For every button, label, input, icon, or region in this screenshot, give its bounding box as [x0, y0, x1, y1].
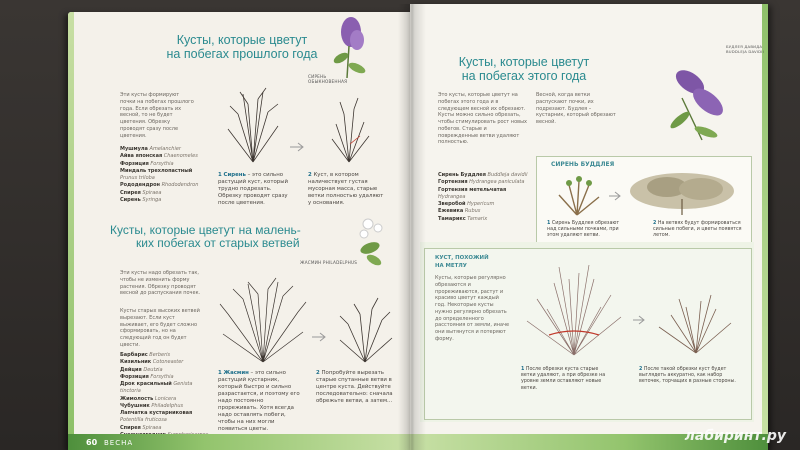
page-number: 60 [86, 438, 98, 447]
buddleja-pruned-drawing [547, 173, 607, 217]
buddleja-label: БУДЛЕЯ ДАВИДА BUDDLEJA DAVIDII [726, 44, 764, 54]
species-item: Лапчатка кустарниковая Potentilla fruticosa [120, 410, 193, 424]
box-buddleja [536, 156, 752, 250]
broom-body: Кусты, которые регулярно обрезаются и прореживаются, растут и красиво цветут каждый год. Некоторые кусты нужно регулярно обрезать до определенного расстояния от земли, иначе они вытянутся и потеряют форму. [435, 275, 510, 342]
title-line-1: Кусты, которые цветут на малень- [110, 223, 301, 237]
broom-shrub-before [519, 259, 629, 359]
left-footer-band [68, 434, 410, 450]
species-item: Сирень Syringa [120, 196, 162, 203]
species-item: Гортензия метельчатая Hydrangea [438, 186, 507, 200]
shrub-drawing-after [314, 84, 384, 164]
section-title-this-year [438, 56, 610, 83]
arrow-icon [290, 142, 306, 152]
title-line-2: на побегах прошлого года [166, 46, 318, 61]
jasmine-shrub-after [330, 284, 400, 364]
title-line-2: ких побегах от старых ветвей [136, 235, 300, 250]
broom-caption-2: 2 После такой обрезки куст будет выглядеть аккуратно, как набор веточек, торчащих в разные стороны. [639, 367, 736, 385]
caption-jasmine-2: 2 Попробуйте вырезать старые спутанные ветви в центре куста. Действуйте последовательно: сначала обрежьте ветви, а затем... [316, 370, 393, 405]
box-title-line-2: НА МЕТЛУ [435, 263, 467, 269]
species-list-2 [120, 352, 210, 439]
right-page [410, 4, 768, 450]
species-item: Миндаль трехлопастный Prunus triloba [120, 167, 193, 181]
arrow-icon [633, 315, 647, 325]
book-spread [68, 4, 768, 450]
left-edge-stripe [68, 12, 74, 450]
broom-shrub-after [651, 287, 741, 357]
title-line-1: Кусты, которые цветут [458, 55, 590, 69]
arrow-icon [312, 332, 328, 342]
section2-body-2: Кусты старых высоких ветвей вырезают. Если куст выживает, его будет сложно сформировать, но на следующий год он будет цвести. [120, 308, 200, 348]
watermark-logo: лабиринт.ру [684, 428, 786, 444]
species-item: Кизильник Cotoneaster [120, 359, 184, 366]
section1-body-right-col2: Весной, когда ветки распускают почки, их подрезают. Будлея – кустарник, который обрезают весной. [536, 92, 616, 125]
section-label: ВЕСНА [104, 439, 134, 447]
box-caption-1: 1 Сирень Буддлея обрезают над сильными почками, при этом удаляют ветви. [547, 221, 620, 239]
species-item: Ежевика Rubus [438, 208, 481, 215]
species-item: Зверобой Hypericum [438, 201, 495, 207]
arrow-icon [609, 191, 623, 201]
section1-body: Эти кусты формируют почки на побегах прошлого года. Если обрезать их весной, то не будет цветения. Обрезку проводят сразу после цветения. [120, 92, 194, 139]
species-list-right [438, 172, 530, 223]
section2-body: Эти кусты надо обрезать так, чтобы не изменить форму растения. Обрезку проводят весной до распускания почек. [120, 270, 201, 297]
box-broom [424, 248, 752, 420]
species-item: Спирея Spiraea [120, 189, 162, 196]
title-line-2: на побегах этого года [461, 68, 587, 83]
caption-jasmine-1: 1 Жасмин – это сильно растущий кустарник, который быстро и сильно разрастается, и поэтому его надо постоянно прореживать. Хотя всегда надо оставлять побеги, чтобы на них могли появиться цветы. [218, 370, 300, 433]
caption-lilac-2: 2 Куст, в котором наличествует густая мусорная масса, старые ветки полностью удаляют у основания. [308, 172, 384, 207]
species-item: Айва японская Chaenomeles [120, 153, 198, 160]
box-title: СИРЕНЬ БУДДЛЕЯ [551, 161, 615, 168]
box-title-line-1: КУСТ, ПОХОЖИЙ [435, 255, 489, 261]
buddleja-grown-drawing [627, 169, 737, 217]
section-title-last-year [152, 34, 332, 61]
species-item: Форзиция Forsythia [120, 160, 174, 167]
buddleja-flower-illustration [662, 62, 732, 142]
species-item: Дейция Deutzia [120, 366, 163, 373]
species-item: Дрок красильный Genista tinctoria [120, 381, 193, 395]
species-item: Гортензия Hydrangea paniculata [438, 179, 525, 186]
species-item: Форзиция Forsythia [120, 373, 174, 380]
right-edge-stripe [762, 4, 768, 450]
species-item: Мушмула Amelanchier [120, 146, 181, 152]
jasmine-label: ЖАСМИН PHILADELPHUS [300, 260, 358, 265]
section-title-small-shoots [110, 224, 350, 250]
caption-lilac-1: 1 Сирень – это сильно растущий куст, который трудно подрезать. Обрезку проводят сразу после цветения. [218, 172, 288, 207]
species-item: Чубушник Philadelphus [120, 402, 184, 409]
species-item: Барбарис Berberis [120, 352, 171, 358]
lilac-label: СИРЕНЬ ОБЫКНОВЕННАЯ [308, 74, 348, 84]
title-line-1: Кусты, которые цветут [176, 33, 308, 47]
left-page [68, 12, 410, 450]
species-item: Рододендрон Rhododendron [120, 182, 199, 189]
shrub-drawing-before [218, 84, 288, 164]
species-list-1 [120, 146, 202, 204]
jasmine-shrub-before [218, 274, 308, 364]
species-item: Сирень Буддлея Buddleja davidii [438, 172, 528, 178]
broom-caption-1: 1 После обрезки куста старые ветки удаляют, а при обрезке на уровне земли оставляют новые ветки. [521, 367, 606, 391]
species-item: Тамарикс Tamarix [438, 215, 488, 222]
species-item: Жимолость Lonicera [120, 395, 177, 402]
box-caption-2: 2 На ветвях будут формироваться сильные побеги, и цветы появятся летом. [653, 221, 742, 239]
species-item: Спирея Spiraea [120, 424, 162, 431]
section1-body-right: Это кусты, которые цветут на побегах этого года и в следующем весной их обрезают. Кусты можно сильно обрезать, чтобы стимулировать рост новых побегов. Старые и поврежденные ветви удаляют полностью. [438, 92, 527, 146]
